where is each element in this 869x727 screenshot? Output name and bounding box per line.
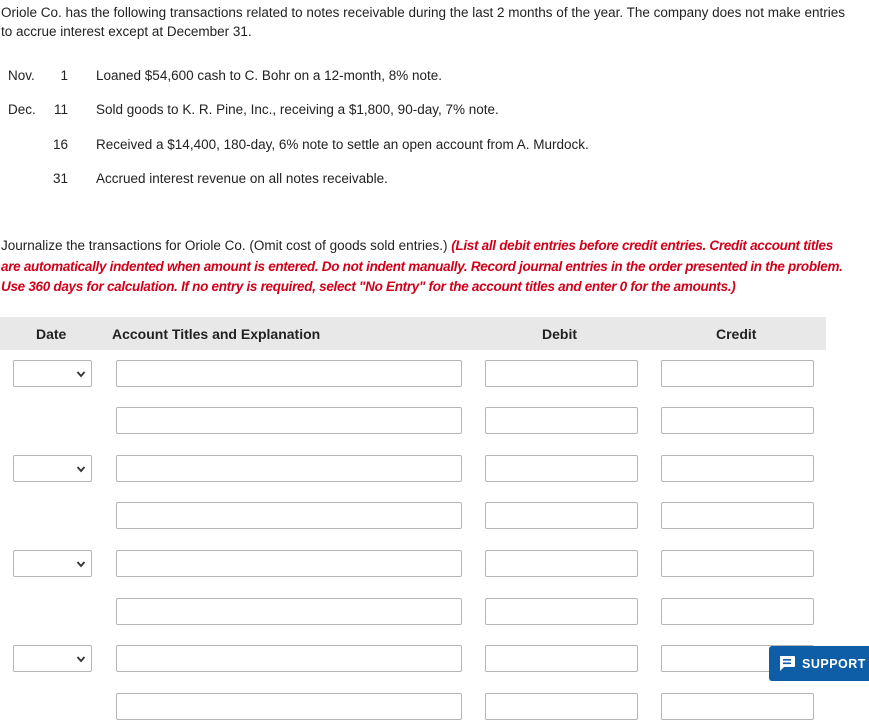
transaction-month: Nov. — [8, 68, 35, 83]
chevron-down-icon — [76, 652, 86, 664]
account-title-input[interactable] — [116, 360, 462, 387]
instructions — [1, 236, 846, 298]
transaction-text: Received a $14,400, 180-day, 6% note to settle an open account from A. Murdock. — [96, 137, 589, 152]
debit-amount-input[interactable] — [485, 598, 638, 625]
chevron-down-icon — [76, 557, 86, 569]
account-title-input[interactable] — [116, 645, 462, 672]
transaction-day: 1 — [60, 68, 68, 83]
account-column-header: Account Titles and Explanation — [112, 326, 321, 342]
debit-column-header: Debit — [542, 326, 577, 342]
debit-amount-input[interactable] — [485, 455, 638, 482]
credit-amount-input[interactable] — [661, 407, 814, 434]
problem-intro: Oriole Co. has the following transactions related to notes receivable during the last 2 months of the year. The company does not make entries to accrue interest except at December 31. — [1, 5, 845, 39]
transaction-day: 31 — [52, 171, 68, 186]
date-select[interactable] — [13, 360, 92, 387]
credit-amount-input[interactable] — [661, 550, 814, 577]
date-select[interactable] — [13, 550, 92, 577]
account-title-input[interactable] — [116, 598, 462, 625]
journal-header — [0, 317, 826, 350]
credit-column-header: Credit — [716, 326, 757, 342]
transaction-day: 16 — [52, 137, 68, 152]
debit-amount-input[interactable] — [485, 550, 638, 577]
date-select[interactable] — [13, 645, 92, 672]
credit-amount-input[interactable] — [661, 455, 814, 482]
account-title-input[interactable] — [116, 693, 462, 720]
credit-amount-input[interactable] — [661, 360, 814, 387]
credit-amount-input[interactable] — [661, 598, 814, 625]
debit-amount-input[interactable] — [485, 407, 638, 434]
chevron-down-icon — [76, 367, 86, 379]
credit-amount-input[interactable] — [661, 693, 814, 720]
account-title-input[interactable] — [116, 455, 462, 482]
support-button[interactable] — [769, 646, 869, 681]
date-select[interactable] — [13, 455, 92, 482]
account-title-input[interactable] — [116, 550, 462, 577]
debit-amount-input[interactable] — [485, 693, 638, 720]
chevron-down-icon — [76, 462, 86, 474]
instructions-plain: Journalize the transactions for Oriole Co. (Omit cost of goods sold entries.) — [1, 238, 452, 253]
transaction-text: Sold goods to K. R. Pine, Inc., receiving a $1,800, 90-day, 7% note. — [96, 102, 499, 117]
account-title-input[interactable] — [116, 502, 462, 529]
debit-amount-input[interactable] — [485, 360, 638, 387]
instructions-emphasis: (List all debit entries before credit entries. Credit account titles are automatically indented when amount is entered. Do not indent manually. Record journal entries in the order presented in the problem. Use 360 days for calculation. If no entry is required, select "No Entry" for the account titles and enter 0 for the amounts.) — [1, 238, 843, 294]
credit-amount-input[interactable] — [661, 502, 814, 529]
date-column-header: Date — [36, 326, 67, 342]
support-label: SUPPORT — [802, 657, 866, 671]
transaction-day: 11 — [53, 102, 68, 117]
chat-icon — [778, 655, 796, 675]
debit-amount-input[interactable] — [485, 502, 638, 529]
debit-amount-input[interactable] — [485, 645, 638, 672]
transaction-month: Dec. — [8, 102, 36, 117]
transaction-text: Accrued interest revenue on all notes receivable. — [96, 171, 388, 186]
transaction-text: Loaned $54,600 cash to C. Bohr on a 12-month, 8% note. — [96, 68, 442, 83]
account-title-input[interactable] — [116, 407, 462, 434]
